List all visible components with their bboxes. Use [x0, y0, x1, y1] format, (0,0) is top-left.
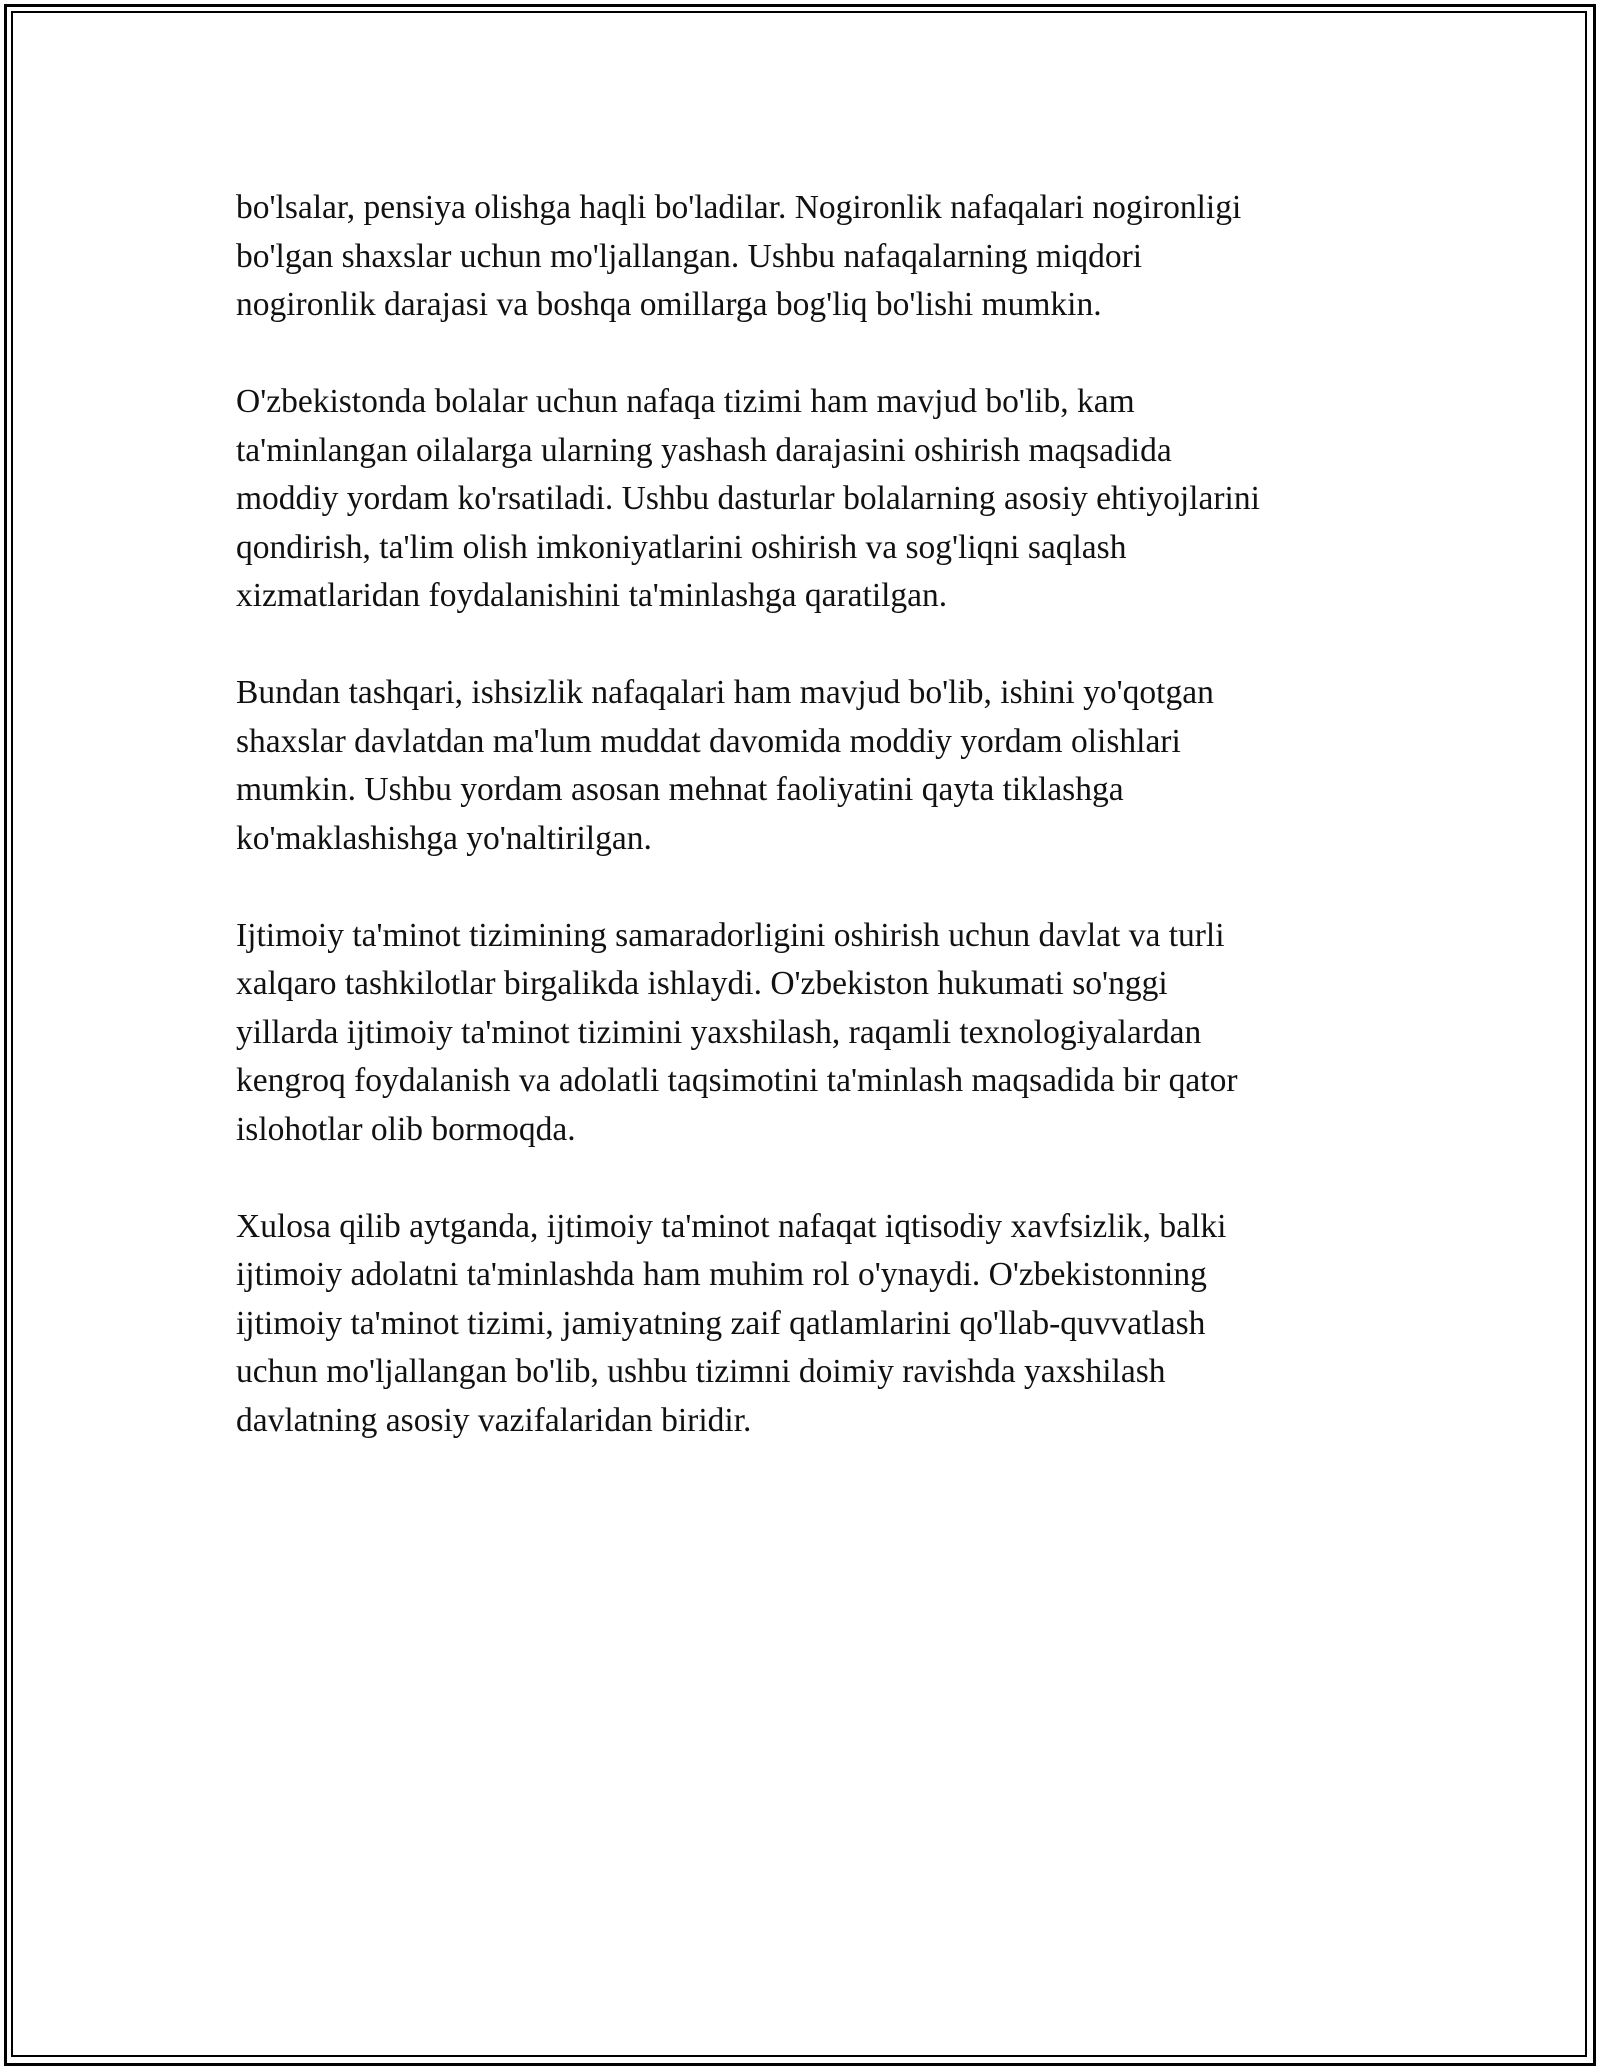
- document-body: [236, 184, 1376, 1494]
- paragraph: Xulosa qilib aytganda, ijtimoiy ta'minot nafaqat iqtisodiy xavfsizlik, balki ijtimoiy adolatni ta'minlashda ham muhim rol o'ynaydi. O'zbekistonning ijtimoiy ta'minot tizimi, jamiyatning zaif qatlamlarini qo'llab-quvvatlash uchun mo'ljallangan bo'lib, ushbu tizimni doimiy ravishda yaxshilash davlatning asosiy vazifalaridan biridir.: [236, 1207, 1227, 1439]
- paragraph: Bundan tashqari, ishsizlik nafaqalari ham mavjud bo'lib, ishini yo'qotgan shaxslar davlatdan ma'lum muddat davomida moddiy yordam olishlari mumkin. Ushbu yordam asosan mehnat faoliyatini qayta tiklashga ko'maklashishga yo'naltirilgan.: [236, 674, 1214, 857]
- paragraph: Ijtimoiy ta'minot tizimining samaradorligini oshirish uchun davlat va turli xalqaro tashkilotlar birgalikda ishlaydi. O'zbekiston hukumati so'nggi yillarda ijtimoiy ta'minot tizimini yaxshilash, raqamli texnologiyalardan kengroq foydalanish va adolatli taqsimotini ta'minlash maqsadida bir qator islohotlar olib bormoqda.: [236, 916, 1238, 1148]
- paragraph: bo'lsalar, pensiya olishga haqli bo'ladilar. Nogironlik nafaqalari nogironligi bo'lgan shaxslar uchun mo'ljallangan. Ushbu nafaqalarning miqdori nogironlik darajasi va boshqa omillarga bog'liq bo'lishi mumkin.: [236, 189, 1242, 323]
- paragraph: O'zbekistonda bolalar uchun nafaqa tizimi ham mavjud bo'lib, kam ta'minlangan oilalarga ularning yashash darajasini oshirish maqsadida moddiy yordam ko'rsatiladi. Ushbu dasturlar bolalarning asosiy ehtiyojlarini qondirish, ta'lim olish imkoniyatlarini oshirish va sog'liqni saqlash xizmatlaridan foydalanishini ta'minlashga qaratilgan.: [236, 383, 1260, 614]
